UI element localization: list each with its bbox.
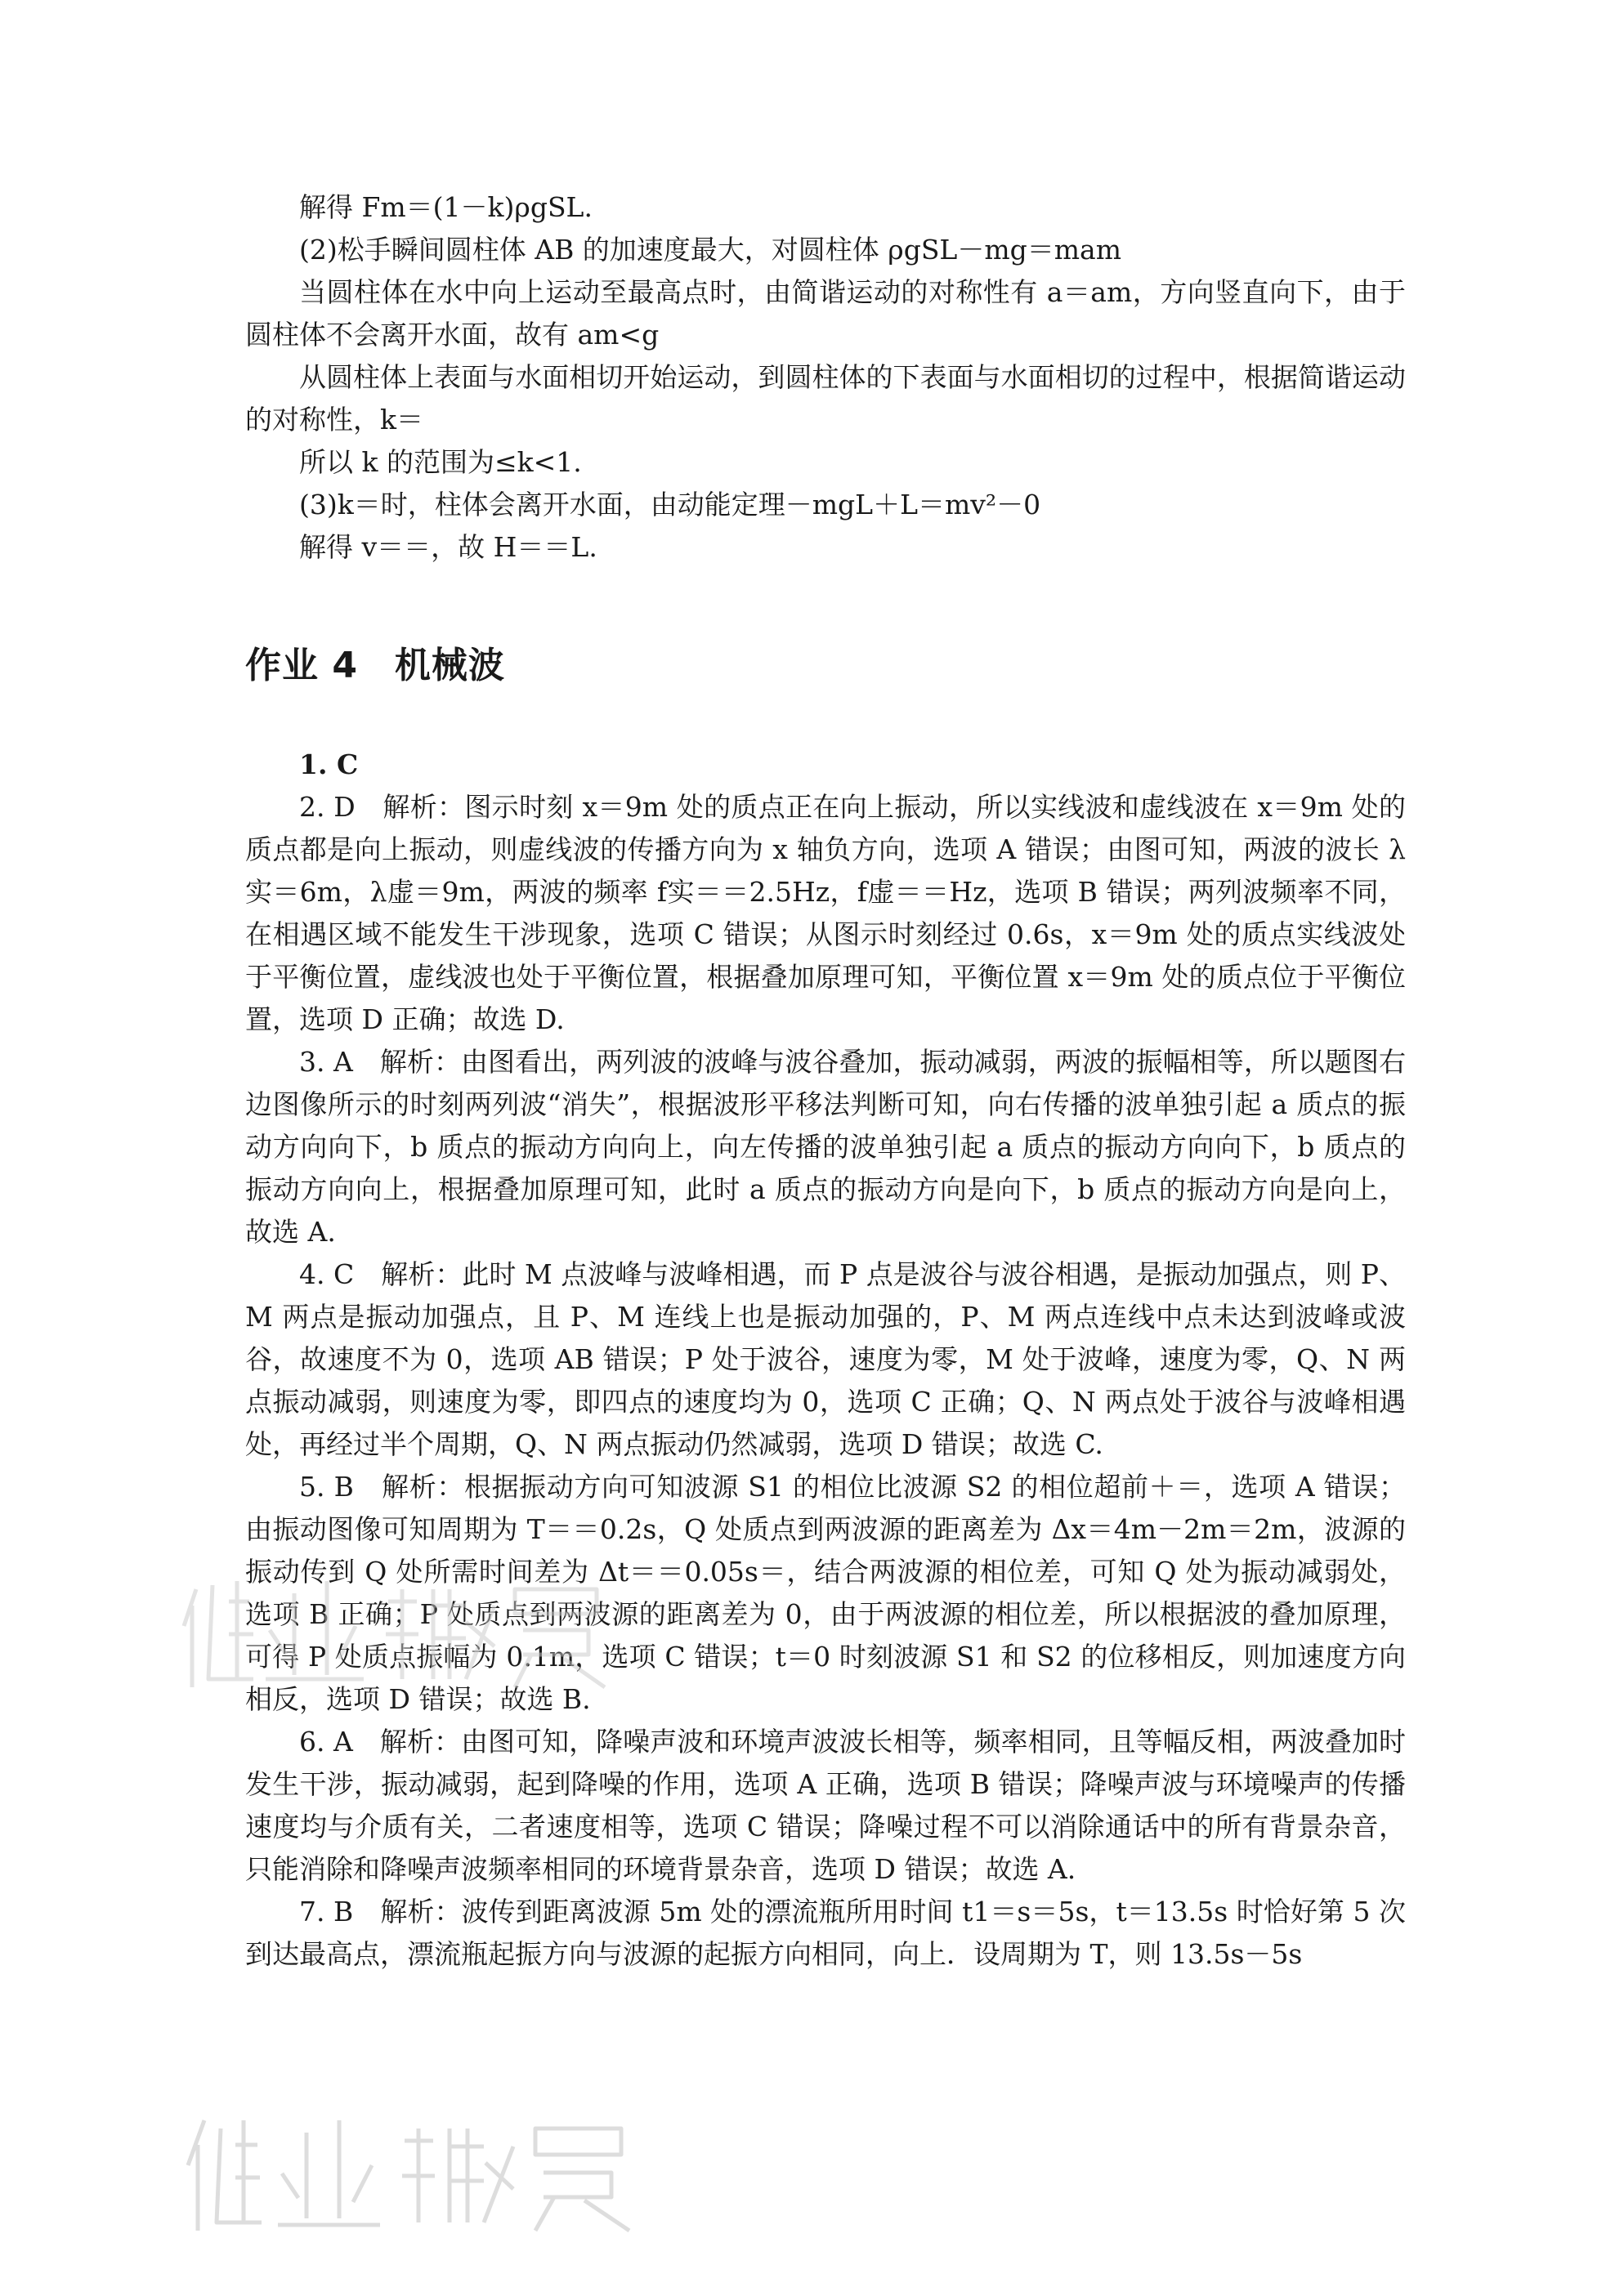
solution-line: 从圆柱体上表面与水面相切开始运动，到圆柱体的下表面与水面相切的过程中，根据简谐运动的对称性，k＝ <box>245 361 1406 436</box>
watermark-logo <box>172 2096 654 2243</box>
solution-line: 解得 Fm＝(1－k)ρgSL. <box>299 191 593 223</box>
answer-item: 3. A 解析：由图看出，两列波的波峰与波谷叠加，振动减弱，两波的振幅相等，所以题图右边图像所示的时刻两列波“消失”，根据波形平移法判断可知，向右传播的波单独引起 a 质点的振动方向向下，b 质点的振动方向向上，向左传播的波单独引起 a 质点的振动方向向下，b 质点的振动方向向上，根据叠加原理可知，此时 a 质点的振动方向是向下，b 质点的振动方向是向上，故选 A. <box>245 1046 1406 1248</box>
answer-item: 7. B 解析：波传到距离波源 5m 处的漂流瓶所用时间 t1＝s＝5s，t＝13.5s 时恰好第 5 次到达最高点，漂流瓶起振方向与波源的起振方向相同，向上．设周期为 T，则 13.5s－5s <box>245 1896 1406 1970</box>
answer-item: 4. C 解析：此时 M 点波峰与波峰相遇，而 P 点是波谷与波谷相遇，是振动加强点，则 P、M 两点是振动加强点，且 P、M 连线上也是振动加强的，P、M 两点连线中点未达到波峰或波谷，故速度不为 0，选项 AB 错误；P 处于波谷，速度为零，M 处于波峰，速度为零，Q、N 两点振动减弱，则速度为零，即四点的速度均为 0，选项 C 正确；Q、N 两点处于波谷与波峰相遇处，再经过半个周期，Q、N 两点振动仍然减弱，选项 D 错误；故选 C. <box>245 1258 1406 1460</box>
solution-line: (2)松手瞬间圆柱体 AB 的加速度最大，对圆柱体 ρgSL－mg＝mam <box>299 234 1122 266</box>
solution-line: 解得 v＝＝，故 H＝＝L. <box>299 531 597 563</box>
watermark-logo <box>172 1557 629 1704</box>
answer-item: 5. B 解析：根据振动方向可知波源 S1 的相位比波源 S2 的相位超前＋＝，选项 A 错误；由振动图像可知周期为 T＝＝0.2s，Q 处质点到两波源的距离差为 Δx＝4m－2m＝2m，波源的振动传到 Q 处所需时间差为 Δt＝＝0.05s＝，结合两波源的相位差，可知 Q 处为振动减弱处，选项 B 正确；P 处质点到两波源的距离差为 0，由于两波源的相位差，所以根据波的叠加原理，可得 P 处质点振幅为 0.1m，选项 C 错误；t＝0 时刻波源 S1 和 S2 的位移相反，则加速度方向相反，选项 D 错误；故选 B. <box>245 1471 1406 1715</box>
answer-item: 2. D 解析：图示时刻 x＝9m 处的质点正在向上振动，所以实线波和虚线波在 x＝9m 处的质点都是向上振动，则虚线波的传播方向为 x 轴负方向，选项 A 错误；由图可知，两波的波长 λ实＝6m，λ虚＝9m，两波的频率 f实＝＝2.5Hz，f虚＝＝Hz，选项 B 错误；两列波频率不同，在相遇区域不能发生干涉现象，选项 C 错误；从图示时刻经过 0.6s，x＝9m 处的质点实线波处于平衡位置，虚线波也处于平衡位置，根据叠加原理可知，平衡位置 x＝9m 处的质点位于平衡位置，选项 D 正确；故选 D. <box>245 791 1406 1035</box>
solution-line: (3)k＝时，柱体会离开水面，由动能定理－mgL＋L＝mv²－0 <box>299 489 1041 520</box>
previous-solution-block <box>245 186 1406 569</box>
solution-line: 当圆柱体在水中向上运动至最高点时，由简谐运动的对称性有 a＝am，方向竖直向下，由于圆柱体不会离开水面，故有 am<g <box>245 276 1406 351</box>
answer-item: 6. A 解析：由图可知，降噪声波和环境声波波长相等，频率相同，且等幅反相，两波叠加时发生干涉，振动减弱，起到降噪的作用，选项 A 正确，选项 B 错误；降噪声波与环境噪声的传播速度均与介质有关，二者速度相等，选项 C 错误；降噪过程不可以消除通话中的所有背景杂音，只能消除和降噪声波频率相同的环境背景杂音，选项 D 错误；故选 A. <box>245 1726 1406 1885</box>
answer-list <box>245 744 1406 1976</box>
solution-line: 所以 k 的范围为≤k<1. <box>299 446 582 478</box>
answer-item: 1. C <box>299 748 359 780</box>
section-title: 作业 4 机械波 <box>245 645 505 686</box>
